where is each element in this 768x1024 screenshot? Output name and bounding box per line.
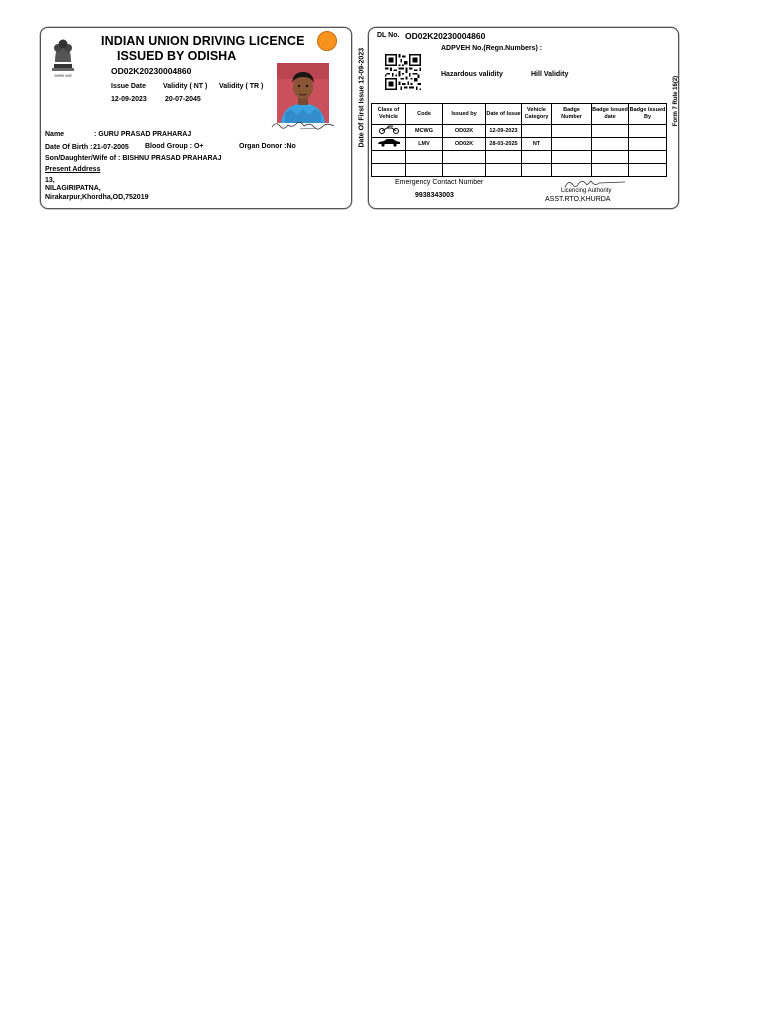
hill-validity-label: Hill Validity <box>531 71 569 78</box>
badge-by-cell <box>629 125 667 138</box>
holder-photo <box>277 63 329 123</box>
address-label: Present Address <box>45 166 101 173</box>
authority-office: ASST.RTO,KHURDA <box>545 196 611 203</box>
date-first-issue: Date Of First Issue 12-09-2023 <box>358 47 366 148</box>
badge-date-cell <box>592 125 629 138</box>
address-line3: Nirakarpur,Khordha,OD,752019 <box>45 194 149 201</box>
svg-text:सत्यमेव जयते: सत्यमेव जयते <box>54 74 72 78</box>
table-header-cell: Issued by <box>443 104 486 125</box>
licence-title-line1: INDIAN UNION DRIVING LICENCE <box>101 34 305 48</box>
issued-by-cell: OD02K <box>443 138 486 151</box>
date-cell: 12-09-2023 <box>486 125 522 138</box>
blood-group: Blood Group : O+ <box>145 143 204 150</box>
table-row <box>372 164 667 177</box>
licence-back-card <box>368 27 679 209</box>
address-line2: NILAGIRIPATNA, <box>45 185 101 192</box>
dl-number: OD02K20230004860 <box>111 66 192 76</box>
validity-nt-value: 20-07-2045 <box>165 96 201 103</box>
adpveh-label: ADPVEH No.(Regn.Numbers) : <box>441 45 543 52</box>
badge-date-cell <box>592 138 629 151</box>
table-header-cell: Code <box>406 104 443 125</box>
table-header-cell: Date of Issue <box>486 104 522 125</box>
badge-number-cell <box>552 125 592 138</box>
dl-number-label: DL No. <box>377 32 400 39</box>
category-cell: NT <box>522 138 552 151</box>
dob-value: 21-07-2005 <box>93 144 129 151</box>
relation: Son/Daughter/Wife of : BISHNU PRASAD PRAHARAJ <box>45 155 222 162</box>
address-line1: 13, <box>45 177 55 184</box>
table-header-cell: Vehicle Category <box>522 104 552 125</box>
licensing-authority-label: Licencing Authority <box>561 188 612 194</box>
table-header-cell: Badge Issued date <box>592 104 629 125</box>
table-row <box>372 151 667 164</box>
back-dl-number: OD02K20230004860 <box>405 31 486 41</box>
national-emblem-icon <box>45 32 81 80</box>
holder-name: : GURU PRASAD PRAHARAJ <box>94 131 192 138</box>
vehicle-class-cell <box>372 125 406 138</box>
emergency-contact-label: Emergency Contact Number <box>395 179 484 186</box>
vehicle-class-cell <box>372 138 406 151</box>
emergency-phone: 9938343003 <box>415 192 454 199</box>
table-header-cell: Class of Vehicle <box>372 104 406 125</box>
licence-title-line2: ISSUED BY ODISHA <box>117 49 237 63</box>
badge-number-cell <box>552 138 592 151</box>
form-rule-text: Form 7 Rule 16(2) <box>673 75 679 127</box>
code-cell: LMV <box>406 138 443 151</box>
issue-date-label: Issue Date <box>111 83 147 90</box>
organ-donor: Organ Donor :No <box>239 143 296 150</box>
table-header-cell: Badge Issued By <box>629 104 667 125</box>
vehicle-class-table <box>371 103 667 177</box>
validity-nt-label: Validity ( NT ) <box>163 83 208 90</box>
issue-date-value: 12-09-2023 <box>111 96 147 103</box>
badge-by-cell <box>629 138 667 151</box>
table-header-cell: Badge Number <box>552 104 592 125</box>
licence-front-card <box>40 27 366 209</box>
validity-tr-label: Validity ( TR ) <box>219 83 264 90</box>
table-header-row <box>372 104 667 125</box>
name-label: Name <box>45 131 65 138</box>
code-cell: MCWG <box>406 125 443 138</box>
orange-dot-icon <box>317 31 337 51</box>
table-row <box>372 138 667 151</box>
motorcycle-icon <box>377 125 401 134</box>
car-icon <box>377 138 401 147</box>
table-row <box>372 125 667 138</box>
holder-signature <box>270 119 336 131</box>
qr-code-icon <box>385 54 421 90</box>
hazardous-validity-label: Hazardous validity <box>441 71 503 78</box>
category-cell <box>522 125 552 138</box>
issued-by-cell: OD02K <box>443 125 486 138</box>
date-cell: 28-03-2025 <box>486 138 522 151</box>
dob-label: Date Of Birth : <box>45 144 93 151</box>
